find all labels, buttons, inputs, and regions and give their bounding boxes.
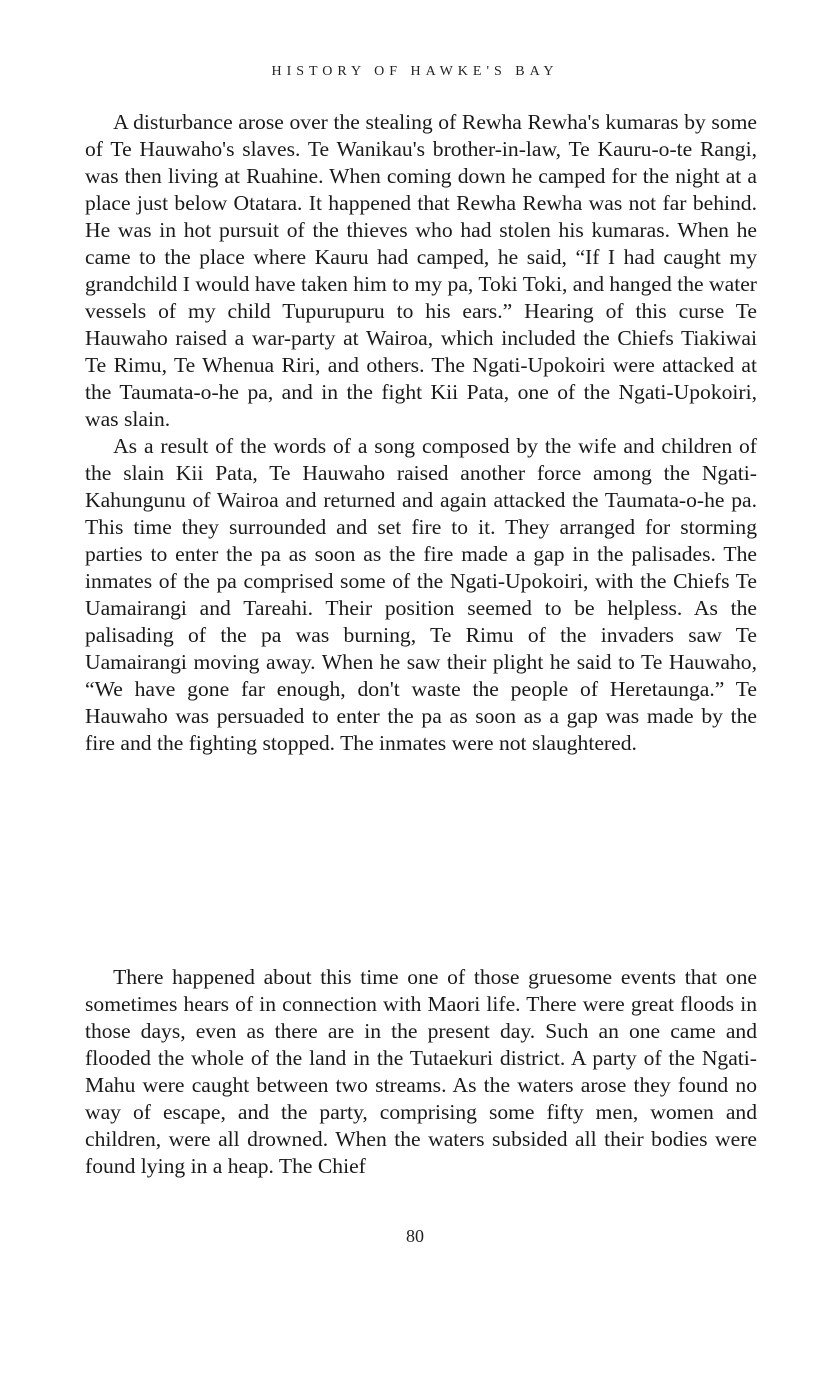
text-block-lower bbox=[85, 964, 757, 1180]
text-block-upper bbox=[85, 109, 757, 757]
running-head: HISTORY OF HAWKE'S BAY bbox=[271, 64, 559, 79]
paragraph-3: There happened about this time one of those gruesome events that one sometimes hears of in connection with Maori life. There were great floods in those days, even as there are in the present day. Such an one came and flooded the whole of the land in the Tutaekuri district. A party of the Ngati-Mahu were caught between two streams. As the waters arose they found no way of escape, and the party, comprising some fifty men, women and children, were all drowned. When the waters subsided all their bodies were found lying in a heap. The Chief bbox=[85, 965, 757, 1178]
paragraph-1: A disturbance arose over the stealing of Rewha Rewha's kumaras by some of Te Hauwaho's slaves. Te Wanikau's brother-in-law, Te Kauru-o-te Rangi, was then living at Ruahine. When coming down he camped for the night at a place just below Otatara. It happened that Rewha Rewha was not far behind. He was in hot pursuit of the thieves who had stolen his kumaras. When he came to the place where Kauru had camped, he said, “If I had caught my grandchild I would have taken him to my pa, Toki Toki, and hanged the water vessels of my child Tupurupuru to his ears.” Hearing of this curse Te Hauwaho raised a war-party at Wairoa, which included the Chiefs Tiakiwai Te Rimu, Te Whenua Riri, and others. The Ngati-Upokoiri were attacked at the Taumata-o-he pa, and in the fight Kii Pata, one of the Ngati-Upokoiri, was slain. bbox=[85, 110, 757, 431]
paragraph-2: As a result of the words of a song composed by the wife and children of the slain Kii Pata, Te Hauwaho raised another force among the Ngati-Kahungunu of Wairoa and returned and again attacked the Taumata-o-he pa. This time they surrounded and set fire to it. They arranged for storming parties to enter the pa as soon as the fire made a gap in the palisades. The inmates of the pa comprised some of the Ngati-Upokoiri, with the Chiefs Te Uamairangi and Tareahi. Their position seemed to be helpless. As the palisading of the pa was burning, Te Rimu of the invaders saw Te Uamairangi moving away. When he saw their plight he said to Te Hauwaho, “We have gone far enough, don't waste the people of Heretaunga.” Te Hauwaho was persuaded to enter the pa as soon as a gap was made by the fire and the fighting stopped. The inmates were not slaughtered. bbox=[85, 434, 757, 755]
page-number: 80 bbox=[406, 1226, 424, 1246]
